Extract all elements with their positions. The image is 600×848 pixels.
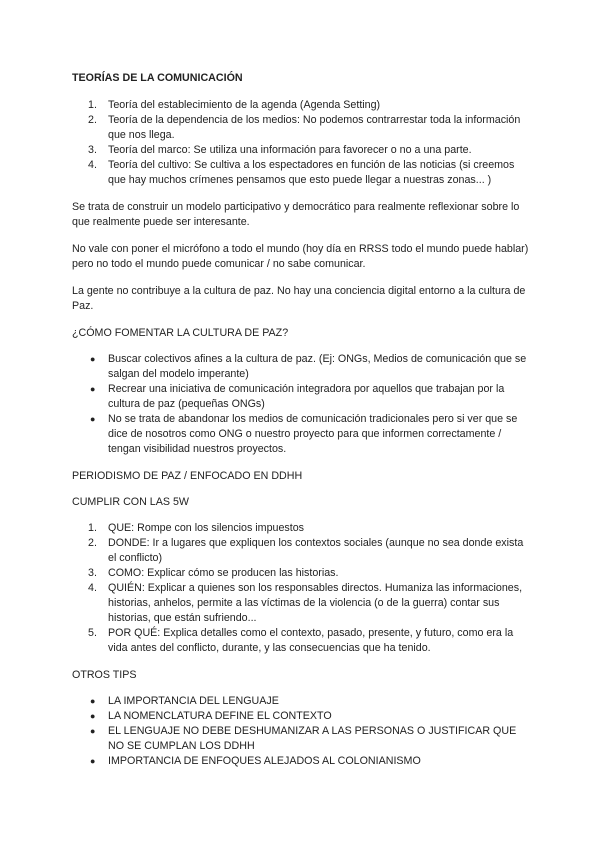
list-item xyxy=(72,98,534,113)
list-number: 4. xyxy=(88,582,97,594)
list-item-text: Recrear una iniciativa de comunicación integradora por aquellos que trabajan por la cultura de paz (pequeñas ONGs) xyxy=(108,383,505,410)
bullet-icon: ● xyxy=(90,711,96,721)
list-item xyxy=(72,521,534,536)
paragraph: No vale con poner el micrófono a todo el mundo (hoy día en RRSS todo el mundo puede hablar) pero no todo el mundo puede comunicar / no sabe comunicar. xyxy=(72,243,529,270)
section-heading-foment: ¿CÓMO FOMENTAR LA CULTURA DE PAZ? xyxy=(72,327,289,339)
list-item-text: Teoría de la dependencia de los medios: No podemos contrarrestar toda la información que nos llega. xyxy=(108,114,521,141)
bullet-icon: ● xyxy=(90,756,96,766)
section-heading-tips: OTROS TIPS xyxy=(72,669,137,681)
list-number: 2. xyxy=(88,537,97,549)
tips-list xyxy=(72,694,534,769)
list-number: 3. xyxy=(88,567,97,579)
list-number: 1. xyxy=(88,522,97,534)
list-item xyxy=(72,581,534,626)
section-heading-cumplir: CUMPLIR CON LAS 5W xyxy=(72,496,189,508)
list-item xyxy=(72,724,534,754)
list-item xyxy=(72,626,534,656)
list-number: 2. xyxy=(88,114,97,126)
document-title: TEORÍAS DE LA COMUNICACIÓN xyxy=(72,72,243,84)
list-item-text: QUE: Rompe con los silencios impuestos xyxy=(108,522,305,534)
list-item-text: IMPORTANCIA DE ENFOQUES ALEJADOS AL COLONIANISMO xyxy=(108,755,421,767)
list-number: 5. xyxy=(88,627,97,639)
list-item-text: COMO: Explicar cómo se producen las historias. xyxy=(108,567,339,579)
paragraph: La gente no contribuye a la cultura de paz. No hay una conciencia digital entorno a la cultura de Paz. xyxy=(72,285,526,312)
list-item xyxy=(72,536,534,566)
list-item xyxy=(72,566,534,581)
list-item xyxy=(72,143,534,158)
list-item-text: EL LENGUAJE NO DEBE DESHUMANIZAR A LAS PERSONAS O JUSTIFICAR QUE NO SE CUMPLAN LOS DDHH xyxy=(108,725,517,752)
list-item-text: LA NOMENCLATURA DEFINE EL CONTEXTO xyxy=(108,710,332,722)
bullet-icon: ● xyxy=(90,414,96,424)
list-item xyxy=(72,382,534,412)
list-item-text: No se trata de abandonar los medios de comunicación tradicionales pero si ver que se dice de nosotros como ONG o nuestro proyecto para que informen correctamente / tengan visibilidad nuestros proyectos. xyxy=(108,413,518,455)
list-item xyxy=(72,412,534,457)
foment-list xyxy=(72,352,534,457)
bullet-icon: ● xyxy=(90,354,96,364)
list-item xyxy=(72,694,534,709)
document-content xyxy=(72,71,534,781)
list-item-text: Buscar colectivos afines a la cultura de paz. (Ej: ONGs, Medios de comunicación que se salgan del modelo imperante) xyxy=(108,353,527,380)
list-item-text: Teoría del establecimiento de la agenda (Agenda Setting) xyxy=(108,99,381,111)
list-item-text: DONDE: Ir a lugares que expliquen los contextos sociales (aunque no sea donde exista el conflicto) xyxy=(108,537,524,564)
five-w-list xyxy=(72,521,534,656)
list-item-text: POR QUÉ: Explica detalles como el contexto, pasado, presente, y futuro, como era la vida antes del conflicto, durante, y las consecuencias que ha tenido. xyxy=(108,627,514,654)
list-number: 3. xyxy=(88,144,97,156)
list-item-text: QUIÉN: Explicar a quienes son los responsables directos. Humaniza las informaciones, historias, anhelos, permite a las víctimas de la violencia (o de la guerra) contar sus historias, que están sufriendo... xyxy=(108,582,523,624)
list-item xyxy=(72,158,534,188)
list-item-text: Teoría del marco: Se utiliza una información para favorecer o no a una parte. xyxy=(108,144,472,156)
section-heading-periodismo: PERIODISMO DE PAZ / ENFOCADO EN DDHH xyxy=(72,470,303,482)
bullet-icon: ● xyxy=(90,726,96,736)
list-item xyxy=(72,709,534,724)
list-number: 1. xyxy=(88,99,97,111)
list-item-text: Teoría del cultivo: Se cultiva a los espectadores en función de las noticias (si creemos que hay muchos crímenes pensamos que esto puede llegar a nuestras zonas... ) xyxy=(108,159,515,186)
theories-list xyxy=(72,98,534,188)
list-number: 4. xyxy=(88,159,97,171)
list-item xyxy=(72,754,534,769)
list-item xyxy=(72,113,534,143)
list-item xyxy=(72,352,534,382)
bullet-icon: ● xyxy=(90,384,96,394)
paragraph: Se trata de construir un modelo participativo y democrático para realmente reflexionar sobre lo que realmente puede ser interesante. xyxy=(72,201,520,228)
bullet-icon: ● xyxy=(90,696,96,706)
list-item-text: LA IMPORTANCIA DEL LENGUAJE xyxy=(108,695,279,707)
